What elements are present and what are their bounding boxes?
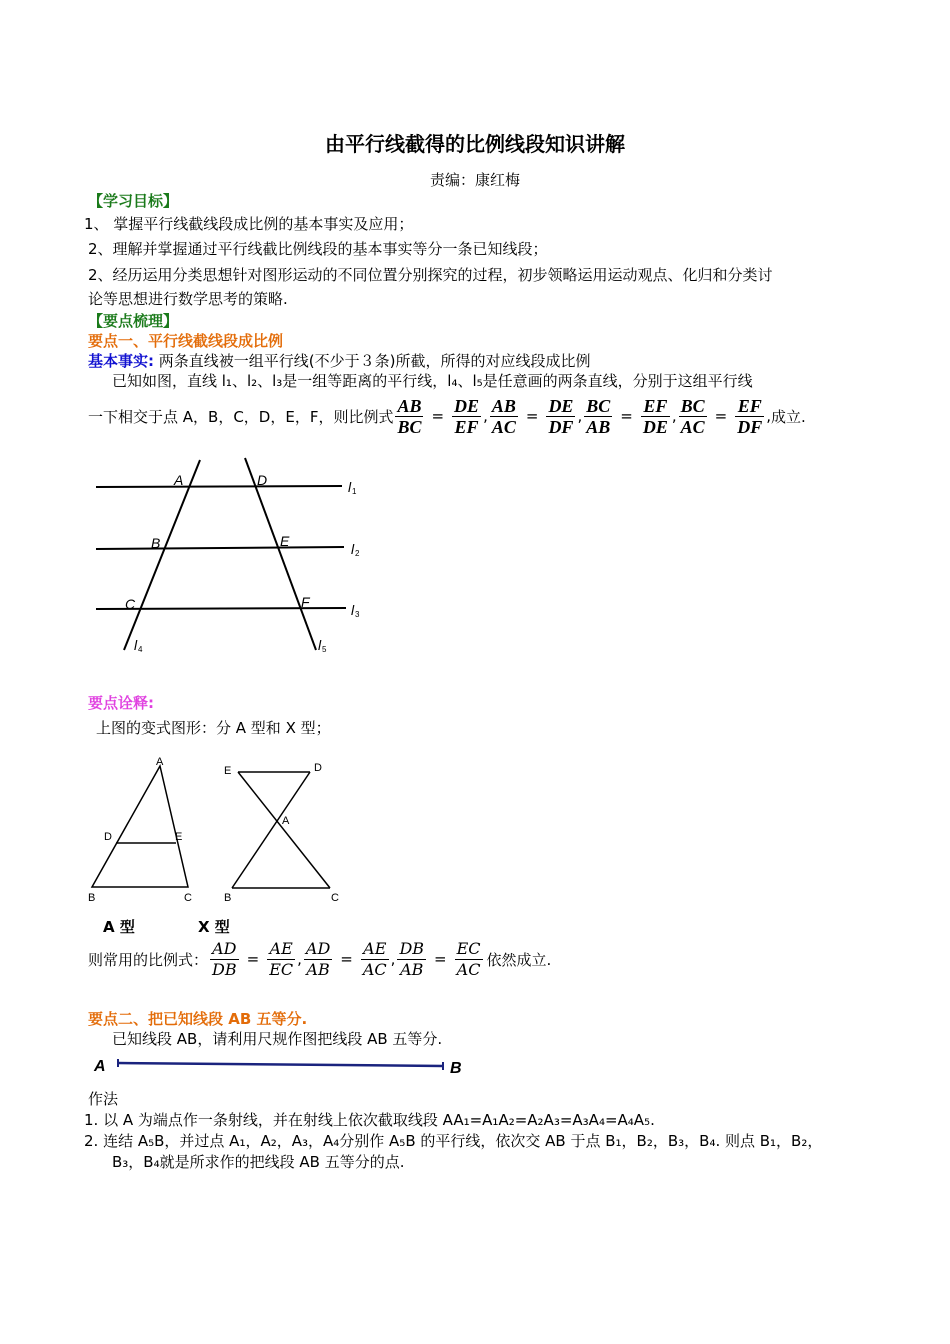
- step-2: 2. 连结 A₅B，并过点 A₁，A₂，A₃，A₄分别作 A₅B 的平行线，依次交 AB 于点 B₁，B₂，B₃，B₄. 则点 B₁，B₂，: [84, 1132, 823, 1150]
- svg-text:5: 5: [322, 645, 327, 654]
- goal-item-3: 2、经历运用分类思想针对图形运动的不同位置分别探究的过程，初步领略运用运动观点、化归和分类讨: [88, 266, 773, 284]
- goal-item-3-cont: 论等思想进行数学思考的策略.: [88, 290, 288, 308]
- x-shape-caption: X 型: [198, 918, 230, 936]
- label-C: C: [125, 596, 136, 612]
- step-1: 1. 以 A 为端点作一条射线，并在射线上依次截取线段 AA₁=A₁A₂=A₂A₃=A₃A₄=A₄A₅.: [84, 1111, 655, 1129]
- known-line: 已知如图，直线 l₁、l₂、l₃是一组等距离的平行线，l₄、l₅是任意画的两条直线，分别于这组平行线: [112, 372, 753, 390]
- editor-line: 责编：康红梅: [429, 171, 520, 189]
- method-label: 作法: [88, 1090, 119, 1108]
- label-E: E: [280, 533, 290, 549]
- ratio-prefix: 一下相交于点 A，B，C，D，E，F，则比例式: [88, 407, 394, 426]
- a-shape-figure: [84, 752, 204, 907]
- point2-intro: 已知线段 AB，请利用尺规作图把线段 AB 五等分.: [112, 1030, 443, 1048]
- segment-ab: [88, 1050, 478, 1080]
- segment-label-b: B: [450, 1060, 462, 1077]
- summary-heading: 【要点梳理】: [88, 312, 179, 330]
- label-l4: l: [134, 637, 138, 653]
- ratio-group-4: $\frac{BC}{AC}$ = $\frac{EF}{DF}$ ,: [680, 395, 772, 437]
- x-shape-figure: [220, 758, 355, 908]
- svg-text:D: D: [104, 831, 112, 843]
- svg-text:2: 2: [355, 549, 360, 558]
- parallel-lines-figure: [88, 450, 378, 665]
- svg-text:C: C: [184, 892, 192, 904]
- label-l1: l: [348, 479, 352, 495]
- svg-text:E: E: [224, 765, 232, 777]
- svg-text:4: 4: [138, 645, 143, 654]
- page-title: 由平行线截得的比例线段知识讲解: [325, 132, 625, 156]
- label-l5: l: [318, 637, 322, 653]
- basic-fact: [88, 350, 590, 371]
- svg-text:C: C: [331, 892, 339, 904]
- svg-text:3: 3: [355, 610, 360, 619]
- line-l1: [96, 486, 342, 487]
- explain-heading: 要点诠释:: [88, 694, 154, 712]
- label-D: D: [257, 472, 268, 488]
- point2-heading: 要点二、把已知线段 AB 五等分.: [88, 1010, 308, 1028]
- ratio-row: [88, 393, 806, 439]
- svg-text:B: B: [224, 892, 232, 904]
- ratio-suffix: 成立.: [771, 407, 806, 426]
- label-A: A: [174, 472, 184, 488]
- label-F: F: [301, 594, 310, 610]
- basic-fact-text: 两条直线被一组平行线(不少于３条)所截，所得的对应线段成比例: [154, 352, 591, 370]
- basic-fact-label: 基本事实:: [88, 352, 154, 370]
- ratio-group-2: $\frac{AB}{AC}$ = $\frac{DE}{DF}$ ,: [491, 395, 583, 437]
- label-l3: l: [351, 602, 355, 618]
- svg-text:A: A: [282, 815, 290, 827]
- ratio-group-1: $\frac{AB}{BC}$ = $\frac{DE}{EF}$ ,: [397, 395, 488, 437]
- segment-label-a: A: [94, 1058, 106, 1075]
- svg-text:1: 1: [352, 487, 357, 496]
- step-2-cont: B₃，B₄就是所求作的把线段 AB 五等分的点.: [112, 1153, 405, 1171]
- goal-item-2: 2、理解并掌握通过平行线截比例线段的基本事实等分一条已知线段；: [88, 240, 548, 258]
- ratio-group-3: $\frac{BC}{AB}$ = $\frac{EF}{DE}$ ,: [586, 395, 677, 437]
- label-l2: l: [351, 541, 355, 557]
- explain-text: 上图的变式图形：分 A 型和 X 型；: [96, 719, 331, 737]
- svg-text:B: B: [88, 892, 96, 904]
- common-suffix: 依然成立.: [486, 950, 552, 969]
- svg-text:A: A: [156, 756, 164, 768]
- common-prefix: 则常用的比例式：: [88, 950, 209, 969]
- goals-heading: 【学习目标】: [88, 192, 179, 210]
- svg-text:E: E: [175, 831, 183, 843]
- a-shape-caption: A 型: [103, 918, 135, 936]
- point1-heading: 要点一、平行线截线段成比例: [88, 332, 284, 350]
- goal-item-1: 1、 掌握平行线截线段成比例的基本事实及应用；: [84, 215, 414, 233]
- svg-text:D: D: [314, 762, 322, 774]
- common-ratio-row: 则常用的比例式： $\frac{AD}{DB}$ = $\frac{AE}{EC}$ , $\frac{AD}{AB}$ = $\frac{AE}{AC}$ , $\frac{DB}{AB}$ = $\frac{EC}{AC}$ 依然成立.: [88, 938, 552, 979]
- label-B: B: [151, 535, 161, 551]
- line-l2: [96, 547, 344, 549]
- line-l4: [124, 460, 200, 650]
